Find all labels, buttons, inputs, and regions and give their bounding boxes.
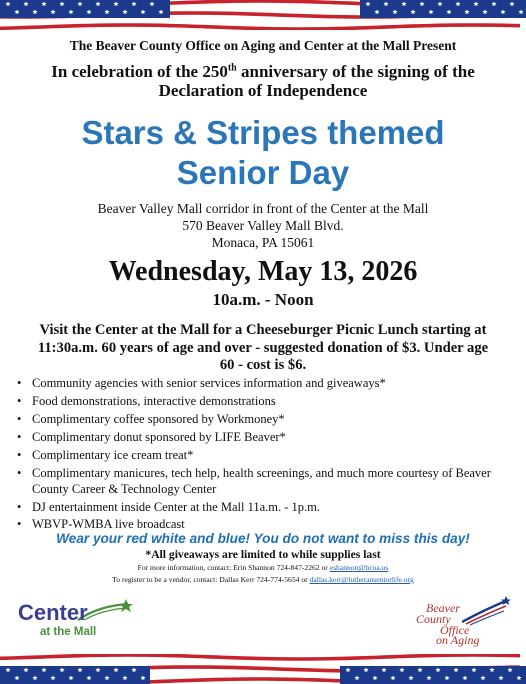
stars-and-stripes-banner-icon <box>0 654 526 684</box>
celebration-text-2: anniversary of the signing of the <box>236 62 475 81</box>
event-location <box>0 200 526 251</box>
bullet-icon: • <box>17 376 22 390</box>
flag-swoosh-icon <box>462 596 512 626</box>
location-line-3: Monaca, PA 15061 <box>211 235 315 250</box>
list-item <box>14 466 519 497</box>
list-item <box>14 394 519 410</box>
list-item-text: Community agencies with senior services information and giveaways* <box>32 376 386 390</box>
bullet-icon: • <box>17 517 22 532</box>
event-time: 10a.m. - Noon <box>212 290 314 309</box>
logo-right-line-4: on Aging <box>436 633 480 647</box>
giveaway-disclaimer: *All giveaways are limited to while supplies last <box>145 548 381 561</box>
top-flag-border <box>0 0 526 30</box>
activities-list <box>14 376 519 535</box>
bottom-flag-border <box>0 654 526 684</box>
event-date: Wednesday, May 13, 2026 <box>108 256 418 287</box>
logo-left-line-2: at the Mall <box>40 626 97 638</box>
list-item <box>14 448 519 464</box>
dress-code-callout: Wear your red white and blue! You do not want to miss this day! <box>56 531 470 546</box>
bullet-icon: • <box>17 499 22 514</box>
list-item <box>14 376 519 392</box>
celebration-heading <box>10 62 516 100</box>
vendor-contact <box>0 575 526 585</box>
list-item-text: Complimentary coffee sponsored by Workmoney* <box>32 411 285 426</box>
location-line-1: Beaver Valley Mall corridor in front of the Center at the Mall <box>97 201 429 216</box>
celebration-line-2: Declaration of Independence <box>158 81 368 100</box>
logo-right-line-3: Office <box>440 623 470 637</box>
bullet-icon: • <box>17 465 22 480</box>
lunch-line-1: Visit the Center at the Mall for a Cheeseburger Picnic Lunch starting at <box>39 322 487 338</box>
stars-and-stripes-banner-icon <box>0 0 526 30</box>
bullet-icon: • <box>17 429 22 444</box>
list-item-text: Complimentary ice cream treat* <box>32 447 194 462</box>
list-item-text: Food demonstrations, interactive demonstrations <box>32 393 276 408</box>
vendor-email-link[interactable]: dallas.kerr@lutheranseniorlife.org <box>309 575 414 584</box>
celebration-superscript: th <box>227 62 237 74</box>
lunch-line-2: 11:30a.m. 60 years of age and over - suggested donation of $3. Under age <box>37 339 489 356</box>
contact-info <box>0 563 526 573</box>
contact-email-link[interactable]: eshannon@bcoa.us <box>329 563 389 572</box>
bullet-icon: • <box>17 411 22 426</box>
contact-info-text: For more information, contact: Erin Shannon 724-847-2262 or <box>137 563 330 572</box>
lunch-info <box>10 322 516 375</box>
lunch-line-3: 60 - cost is $6. <box>219 357 307 373</box>
logo-left-line-1: Center <box>18 600 88 625</box>
event-title-line-2: Senior Day <box>176 154 350 191</box>
office-on-aging-logo <box>414 596 514 648</box>
list-item-text: DJ entertainment inside Center at the Mall 11a.m. - 1p.m. <box>32 499 321 514</box>
list-item-text: Complimentary manicures, tech help, health screenings, and much more courtesy of Beaver County Career & Technology Center <box>32 465 491 496</box>
logo-right-line-1: Beaver <box>426 601 460 615</box>
list-item <box>14 500 519 516</box>
presenter-line: The Beaver County Office on Aging and Center at the Mall Present <box>69 38 457 53</box>
vendor-contact-text: To register to be a vendor, contact: Dallas Kerr 724-774-5654 or <box>112 575 310 584</box>
celebration-text-1: In celebration of the 250 <box>51 62 228 81</box>
list-item-text: Complimentary donut sponsored by LIFE Beaver* <box>32 429 286 444</box>
event-title <box>0 113 526 193</box>
bullet-icon: • <box>17 447 22 462</box>
location-line-2: 570 Beaver Valley Mall Blvd. <box>182 218 344 233</box>
list-item <box>14 412 519 428</box>
event-title-line-1: Stars & Stripes themed <box>81 114 445 151</box>
list-item-text: WBVP-WMBA live broadcast <box>32 517 185 532</box>
center-at-the-mall-logo <box>18 598 138 646</box>
bullet-icon: • <box>17 393 22 408</box>
logo-right-line-2: County <box>416 612 451 626</box>
list-item <box>14 430 519 446</box>
